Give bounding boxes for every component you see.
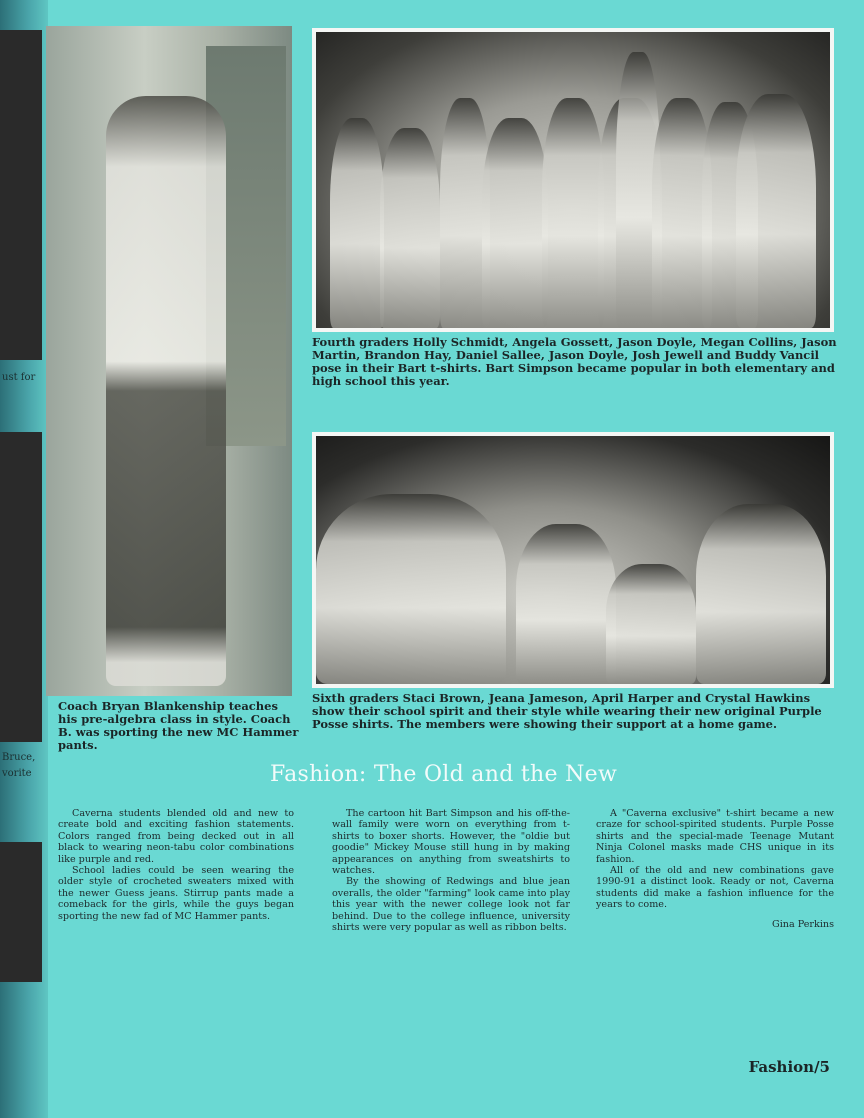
adjacent-page-text: ust for (2, 372, 36, 383)
sixth-graders-photo (312, 432, 834, 688)
fourth-graders-photo (312, 28, 834, 332)
article-column-1 (58, 808, 294, 922)
adjacent-page-text: Bruce, (2, 752, 36, 763)
adjacent-page-photo (0, 30, 42, 360)
page-folio: Fashion/5 (748, 1058, 830, 1076)
adjacent-page-text: vorite (2, 768, 32, 779)
student-figure (696, 504, 826, 684)
article-column-2 (332, 808, 570, 933)
student-figure (542, 98, 604, 328)
article-byline: Gina Perkins (772, 918, 834, 930)
sixth-graders-caption: Sixth graders Staci Brown, Jeana Jameson, April Harper and Crystal Hawkins show their school spirit and their style while wearing their new original Purple Posse shirts. The members were showing their support at a home game. (312, 691, 822, 731)
adjacent-page-photo (0, 842, 42, 982)
teacher-figure (106, 96, 226, 686)
article-paragraph: The cartoon hit Bart Simpson and his off-the-wall family were worn on everything from t-shirts to boxer shorts. However, the "oldie but goodie" Mickey Mouse still hung in by making appearances on anything from sweatshirts to watches. (332, 808, 570, 877)
student-figure (380, 128, 440, 328)
student-figure (330, 118, 384, 328)
article-paragraph: Caverna students blended old and new to create bold and exciting fashion statements. Colors ranged from being decked out in all black to wearing neon-tabu color combinations like purple and red. (58, 808, 294, 865)
article-column-3 (596, 808, 834, 930)
student-figure (482, 118, 548, 328)
student-figure (516, 524, 616, 684)
article-paragraph: School ladies could be seen wearing the older style of crocheted sweaters mixed with the newer Guess jeans. Stirrup pants made a comeback for the girls, while the guys began sporting the new fad of MC Hammer pants. (58, 865, 294, 922)
teacher-photo (46, 26, 292, 696)
student-figure (736, 94, 816, 328)
teacher-caption: Coach Bryan Blankenship teaches his pre-algebra class in style. Coach B. was sporting the new MC Hammer pants. (58, 699, 299, 752)
article-paragraph: A "Caverna exclusive" t-shirt became a new craze for school-spirited students. Purple Posse shirts and the special-made Teenage Mutant Ninja Colonel masks made CHS unique in its fashion. (596, 808, 834, 865)
article-paragraph: All of the old and new combinations gave 1990-91 a distinct look. Ready or not, Caverna students did make a fashion influence for the years to come. (596, 865, 834, 911)
article-headline: Fashion: The Old and the New (270, 762, 618, 787)
article-paragraph: By the showing of Redwings and blue jean overalls, the older "farming" look came into play this year with the newer college look not far behind. Due to the college influence, university shirts were very popular as well as ribbon belts. (332, 876, 570, 934)
adjacent-page-photo (0, 432, 42, 742)
student-figure (606, 564, 696, 684)
fourth-graders-caption: Fourth graders Holly Schmidt, Angela Gossett, Jason Doyle, Megan Collins, Jason Martin, Brandon Hay, Daniel Sallee, Jason Doyle, Josh Jewell and Buddy Vancil pose in their Bart t-shirts. Bart Simpson became popular in both elementary and high school this year. (312, 335, 837, 388)
student-figure (316, 494, 506, 684)
